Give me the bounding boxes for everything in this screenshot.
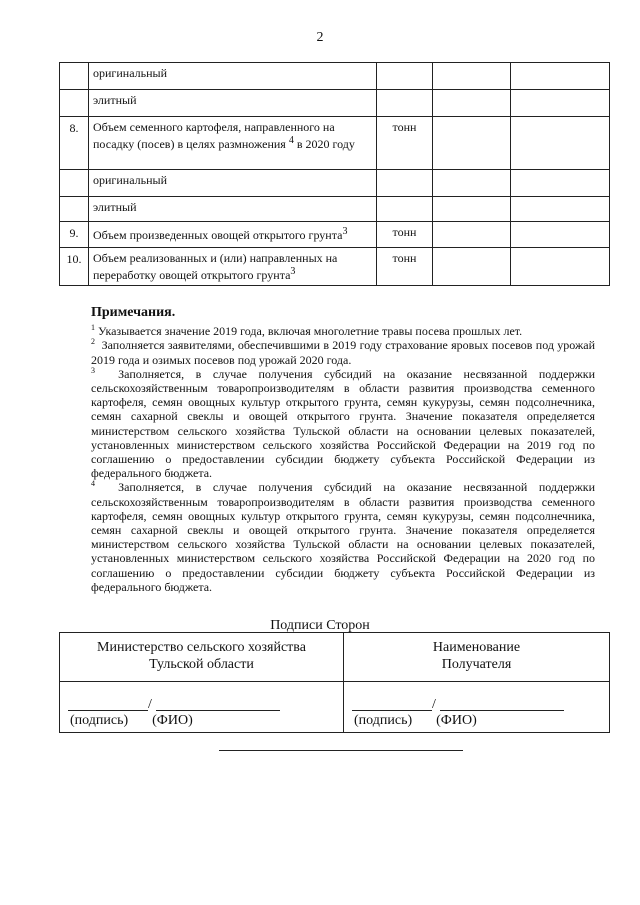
row-value: [433, 222, 511, 248]
row-number: 10.: [60, 248, 89, 286]
row-value: [511, 63, 610, 90]
note-item: $^1$ Указывается значение 2019 года, включая многолетние травы посева прошлых лет.: [91, 323, 523, 339]
indicators-table: [59, 62, 610, 286]
row-value: [433, 170, 511, 197]
fio-label: (ФИО): [152, 713, 193, 728]
left-signature-field[interactable]: / (подпись) (ФИО): [60, 682, 344, 733]
row-unit: [377, 63, 433, 90]
note-item: $^2$ Заполняется заявителями, обеспечившими в 2019 году страхование яровых посевов под урожай 2019 года и озимых посевов под урожай 2020 года.: [91, 337, 595, 367]
row-unit: [377, 170, 433, 197]
note-item: $^4$ Заполняется, в случае получения субсидий на оказание несвязанной поддержки сельскохозяйственным товаропроизводителям в области развития производства семенного картофеля, семян овощных культур открытого грунта, семян кукурузы, семян подсолнечника, семян сахарной свеклы и овощей открытого грунта. Значение показателя определяется министерством сельского хозяйства Тульской области на основании целевых показателей, установленных министерством сельского хозяйства Российской Федерации на 2020 год по соглашению о предоставлении субсидии бюджету субъекта Российской Федерации из федерального бюджета.: [91, 479, 595, 594]
fio-label: (ФИО): [436, 713, 477, 728]
row-number: [60, 63, 89, 90]
right-signature-field[interactable]: / (подпись) (ФИО): [344, 682, 610, 733]
table-row: [60, 117, 610, 170]
row-value: [511, 117, 610, 170]
table-row: [60, 63, 610, 90]
signatures-table: [59, 632, 610, 733]
row-value: [511, 248, 610, 286]
notes-title: Примечания.: [91, 305, 176, 320]
row-value: [511, 222, 610, 248]
row-value: [511, 90, 610, 117]
signature-label: (подпись): [70, 713, 129, 728]
row-value: [511, 197, 610, 222]
signatures-title: Подписи Сторон: [270, 618, 370, 633]
row-name: Объем произведенных овощей открытого грунта$^3$: [89, 222, 377, 248]
row-number: 8.: [60, 117, 89, 170]
row-name: Объем реализованных и (или) направленных на переработку овощей открытого грунта$^3$: [89, 248, 377, 286]
left-party: Министерство сельского хозяйства Тульской области: [60, 633, 344, 682]
row-value: [433, 117, 511, 170]
row-number: 9.: [60, 222, 89, 248]
table-row: [60, 248, 610, 286]
row-value: [433, 63, 511, 90]
row-name: Объем семенного картофеля, направленного на посадку (посев) в целях размножения $^4$ в 2020 году: [89, 117, 377, 170]
signature-label: (подпись): [354, 713, 413, 728]
note-item: $^3$ Заполняется, в случае получения субсидий на оказание несвязанной поддержки сельскохозяйственным товаропроизводителям в области развития производства семенного картофеля, семян овощных культур открытого грунта, семян кукурузы, семян подсолнечника, семян сахарной свеклы и овощей открытого грунта. Значение показателя определяется министерством сельского хозяйства Тульской области на основании целевых показателей, установленных министерством сельского хозяйства Российской Федерации на 2019 год по соглашению о предоставлении субсидии бюджету субъекта Российской Федерации из федерального бюджета.: [91, 365, 595, 481]
row-name: оригинальный: [89, 63, 377, 90]
row-value: [433, 197, 511, 222]
row-value: [433, 248, 511, 286]
page-number: 2: [316, 30, 324, 45]
row-unit: тонн: [377, 117, 433, 170]
row-number: [60, 197, 89, 222]
row-value: [433, 90, 511, 117]
row-unit: тонн: [377, 248, 433, 286]
row-name: оригинальный: [89, 170, 377, 197]
separator-line: [219, 750, 463, 751]
notes-section: [91, 306, 595, 594]
table-row: [60, 222, 610, 248]
row-unit: тонн: [377, 222, 433, 248]
table-row: [60, 197, 610, 222]
row-name: элитный: [89, 90, 377, 117]
row-number: [60, 170, 89, 197]
row-unit: [377, 90, 433, 117]
row-value: [511, 170, 610, 197]
table-row: [60, 170, 610, 197]
right-party: Наименование Получателя: [344, 633, 610, 682]
row-number: [60, 90, 89, 117]
table-row: [60, 90, 610, 117]
row-unit: [377, 197, 433, 222]
row-name: элитный: [89, 197, 377, 222]
